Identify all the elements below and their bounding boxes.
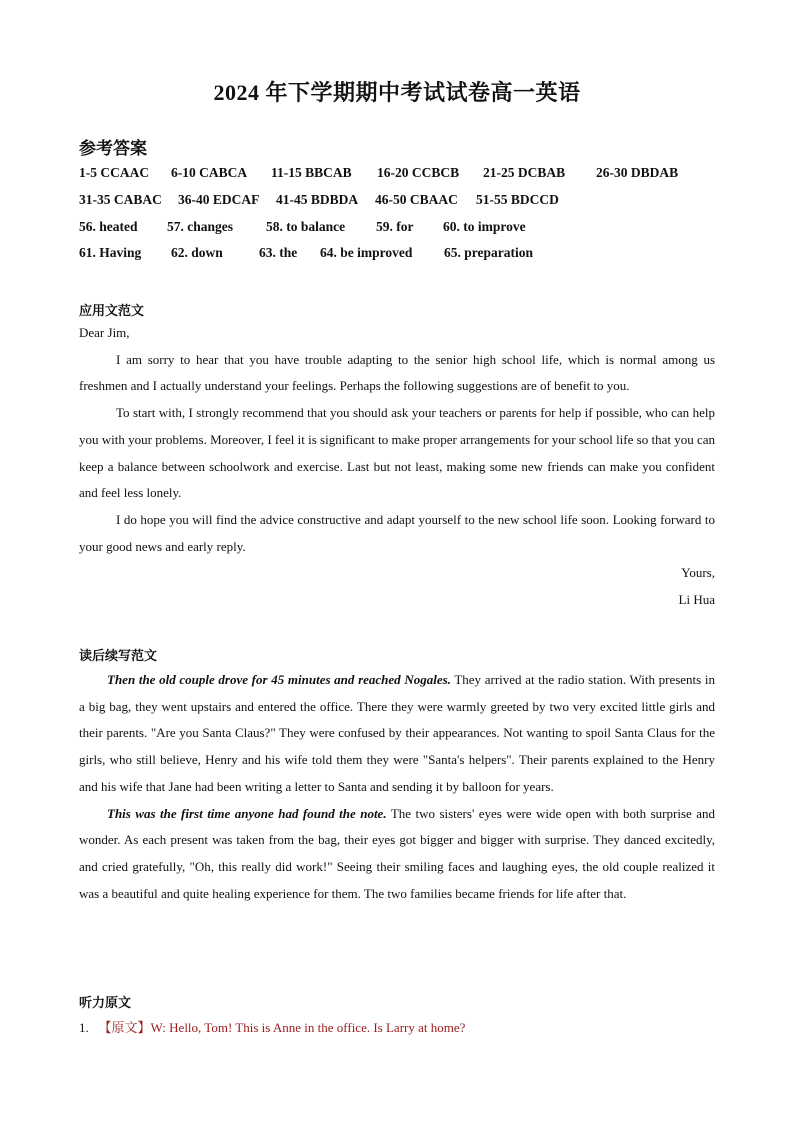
answer-item: 26-30 DBDAB — [596, 165, 679, 180]
continuation-paragraph — [79, 667, 715, 801]
page-title: 2024 年下学期期中考试试卷高一英语 — [213, 80, 581, 105]
answer-item: 41-45 BDBDA — [276, 192, 359, 207]
item-text: W: Hello, Tom! This is Anne in the office. Is Larry at home? — [150, 1020, 466, 1035]
answer-item: 36-40 EDCAF — [178, 192, 260, 207]
answer-item: 11-15 BBCAB — [271, 165, 352, 180]
paragraph-lead-sentence: Then the old couple drove for 45 minutes and reached Nogales. — [107, 672, 451, 687]
answer-item: 64. be improved — [320, 245, 413, 260]
answer-item: 61. Having — [79, 245, 142, 260]
letter-body — [79, 320, 715, 614]
letter-paragraph: I am sorry to hear that you have trouble adapting to the senior high school life, which is normal among us freshmen and I actually understand your feelings. Perhaps the following suggestions are of benefit to you. — [79, 351, 715, 394]
answer-item: 16-20 CCBCB — [377, 165, 460, 180]
continuation-heading: 读后续写范文 — [79, 648, 158, 663]
paragraph-lead-sentence: This was the first time anyone had found the note. — [107, 805, 387, 821]
item-tag: 【原文】 — [98, 1020, 151, 1035]
continuation-paragraph — [79, 801, 715, 908]
answer-item: 59. for — [376, 219, 414, 234]
answer-item: 65. preparation — [444, 245, 534, 260]
answer-item: 62. down — [171, 245, 223, 260]
answer-item: 60. to improve — [443, 219, 526, 234]
letter-paragraph: I do hope you will find the advice constructive and adapt yourself to the new school life soon. Looking forward to your good news and early reply. — [79, 511, 715, 554]
answer-item: 51-55 BDCCD — [476, 192, 559, 207]
answer-item: 56. heated — [79, 219, 138, 234]
answer-item: 31-35 CABAC — [79, 192, 162, 207]
letter-closing: Yours, — [681, 565, 715, 581]
answer-item: 57. changes — [167, 219, 234, 234]
paragraph-text: They arrived at the radio station. With presents in a big bag, they went upstairs and entered the office. There they were warmly greeted by two very excited little girls and their parents. "Are you Santa Claus?" They were confused by their appearances. Not wanting to spoil Santa Claus for the girls, who still believe, Henry and his wife told them they were "Santa's helpers". Their parents explained to the Henry and his wife that Jane had been writing a letter to Santa and sending it by balloon for years. — [79, 672, 716, 794]
listening-item — [79, 1017, 465, 1036]
listening-heading: 听力原文 — [79, 995, 132, 1010]
answer-item: 21-25 DCBAB — [483, 165, 566, 180]
answer-item: 63. the — [259, 245, 298, 260]
paragraph-text: The two sisters' eyes were wide open with both surprise and wonder. As each present was taken from the bag, their eyes got bigger and bigger with surprise. They danced excitedly, and cried gratefully, "Oh, this really did work!" Seeing their smiling faces and laughing eyes, the old couple realized it was a beautiful and quite healing experience for them. The two families became friends for life after that. — [79, 805, 716, 901]
letter-heading: 应用文范文 — [79, 303, 145, 318]
answers-heading: 参考答案 — [79, 139, 147, 158]
letter-paragraph: To start with, I strongly recommend that you should ask your teachers or parents for help if possible, who can help you with your problems. Moreover, I feel it is significant to make proper arrangements for your school life so that you can keep a balance between schoolwork and exercise. Last but not least, making some new friends can make you confident and feel less lonely. — [79, 405, 715, 501]
letter-greeting: Dear Jim, — [79, 325, 130, 340]
answer-item: 46-50 CBAAC — [375, 192, 458, 207]
continuation-body — [79, 667, 715, 907]
answer-item: 58. to balance — [266, 219, 346, 234]
item-number: 1. — [79, 1020, 89, 1035]
letter-signature: Li Hua — [678, 592, 715, 608]
answer-item: 1-5 CCAAC — [79, 165, 150, 180]
answer-item: 6-10 CABCA — [171, 165, 248, 180]
